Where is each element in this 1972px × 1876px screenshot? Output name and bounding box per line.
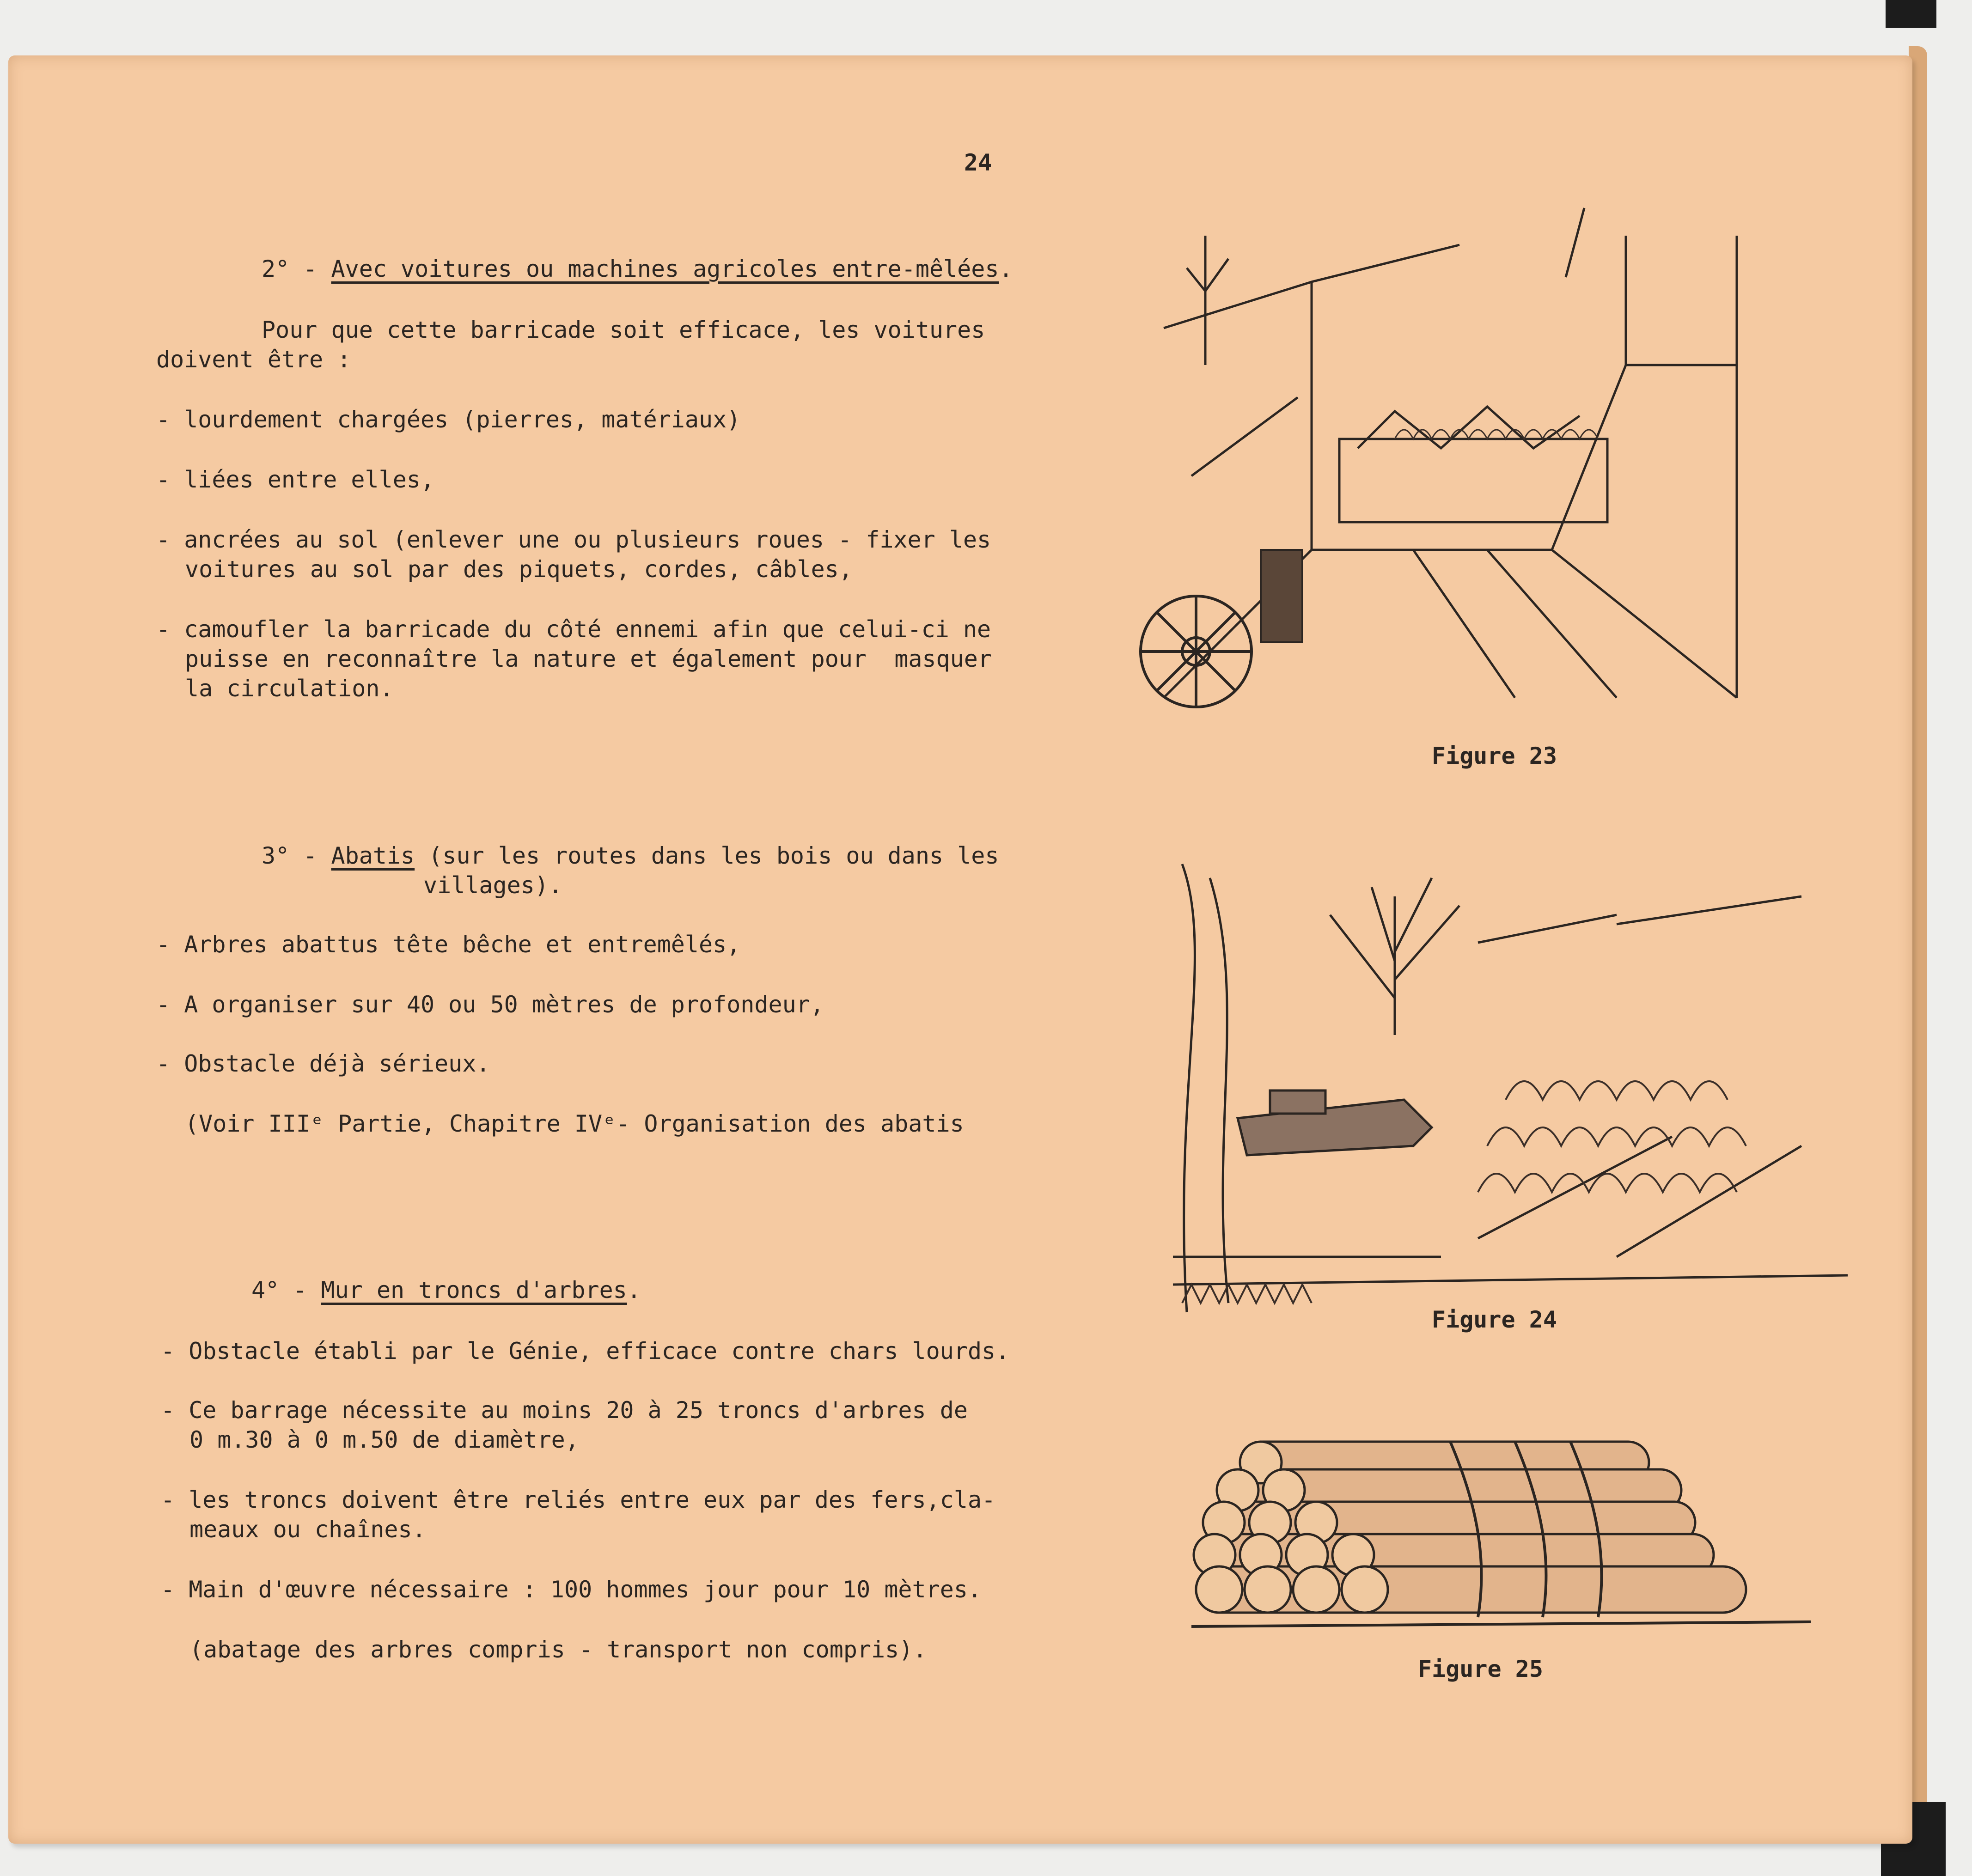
section-2-item-4-line3: la circulation. [185,675,394,702]
figure-25-caption: Figure 25 [1418,1656,1543,1682]
figure-24-caption: Figure 24 [1432,1306,1557,1333]
section-2-item-3-line1: - ancrées au sol (enlever une ou plusieurs roues - fixer les [156,526,991,553]
section-4-item-2-line2: 0 m.30 à 0 m.50 de diamètre, [189,1426,579,1453]
document-page [8,55,1912,1844]
section-4-item-2-line1: - Ce barrage nécessite au moins 20 à 25 troncs d'arbres de [161,1397,968,1424]
section-2-item-1: - lourdement chargées (pierres, matériaux) [156,406,741,433]
section-4-title: Mur en troncs d'arbres [321,1277,627,1303]
section-2-item-4-line2: puisse en reconnaître la nature et également pour masquer [185,646,992,672]
section-2-item-2: - liées entre elles, [156,466,435,493]
section-3-item-3: - Obstacle déjà sérieux. [156,1050,490,1077]
section-2-title: Avec voitures ou machines agricoles entre-mêlées [331,256,999,282]
section-2-intro-line2: doivent être : [156,346,351,373]
section-2-intro-line1: Pour que cette barricade soit efficace, les voitures [262,317,985,343]
section-3-item-1: - Arbres abattus tête bêche et entremêlés, [156,931,741,958]
section-2-heading [262,254,1013,284]
section-4-note: (abatage des arbres compris - transport non compris). [189,1636,927,1663]
section-2-number: 2° - [262,256,317,282]
binding-top [1886,0,1936,28]
section-3-note: (Voir IIIᵉ Partie, Chapitre IVᵉ- Organisation des abatis [185,1110,964,1137]
section-3-item-2: - A organiser sur 40 ou 50 mètres de profondeur, [156,991,824,1018]
section-2-item-4-line1: - camoufler la barricade du côté ennemi afin que celui-ci ne [156,616,991,643]
section-4-item-1: - Obstacle établi par le Génie, efficace contre chars lourds. [161,1338,1010,1364]
section-4-item-3-line2: meaux ou chaînes. [189,1516,426,1543]
figure-23-caption: Figure 23 [1432,743,1557,769]
section-2-title-end: . [999,256,1013,282]
abatis-tank-illustration [1154,859,1866,1322]
log-wall-illustration [1191,1423,1838,1682]
section-4-title-end: . [627,1277,641,1303]
section-3-heading [262,841,999,871]
section-3-title-line2: villages). [423,872,563,899]
section-3-title: Abatis [331,842,415,869]
barricade-street-illustration [1136,189,1866,735]
section-4-number: 4° - [251,1277,307,1303]
section-4-item-4: - Main d'œuvre nécessaire : 100 hommes jour pour 10 mètres. [161,1576,982,1603]
section-4-heading [251,1275,641,1305]
section-3-number: 3° - [262,842,317,869]
section-2-item-3-line2: voitures au sol par des piquets, cordes, câbles, [185,556,853,583]
section-3-title-rest: (sur les routes dans les bois ou dans les [415,842,999,869]
page-number: 24 [964,149,992,176]
section-4-item-3-line1: - les troncs doivent être reliés entre eux par des fers,cla- [161,1486,996,1513]
